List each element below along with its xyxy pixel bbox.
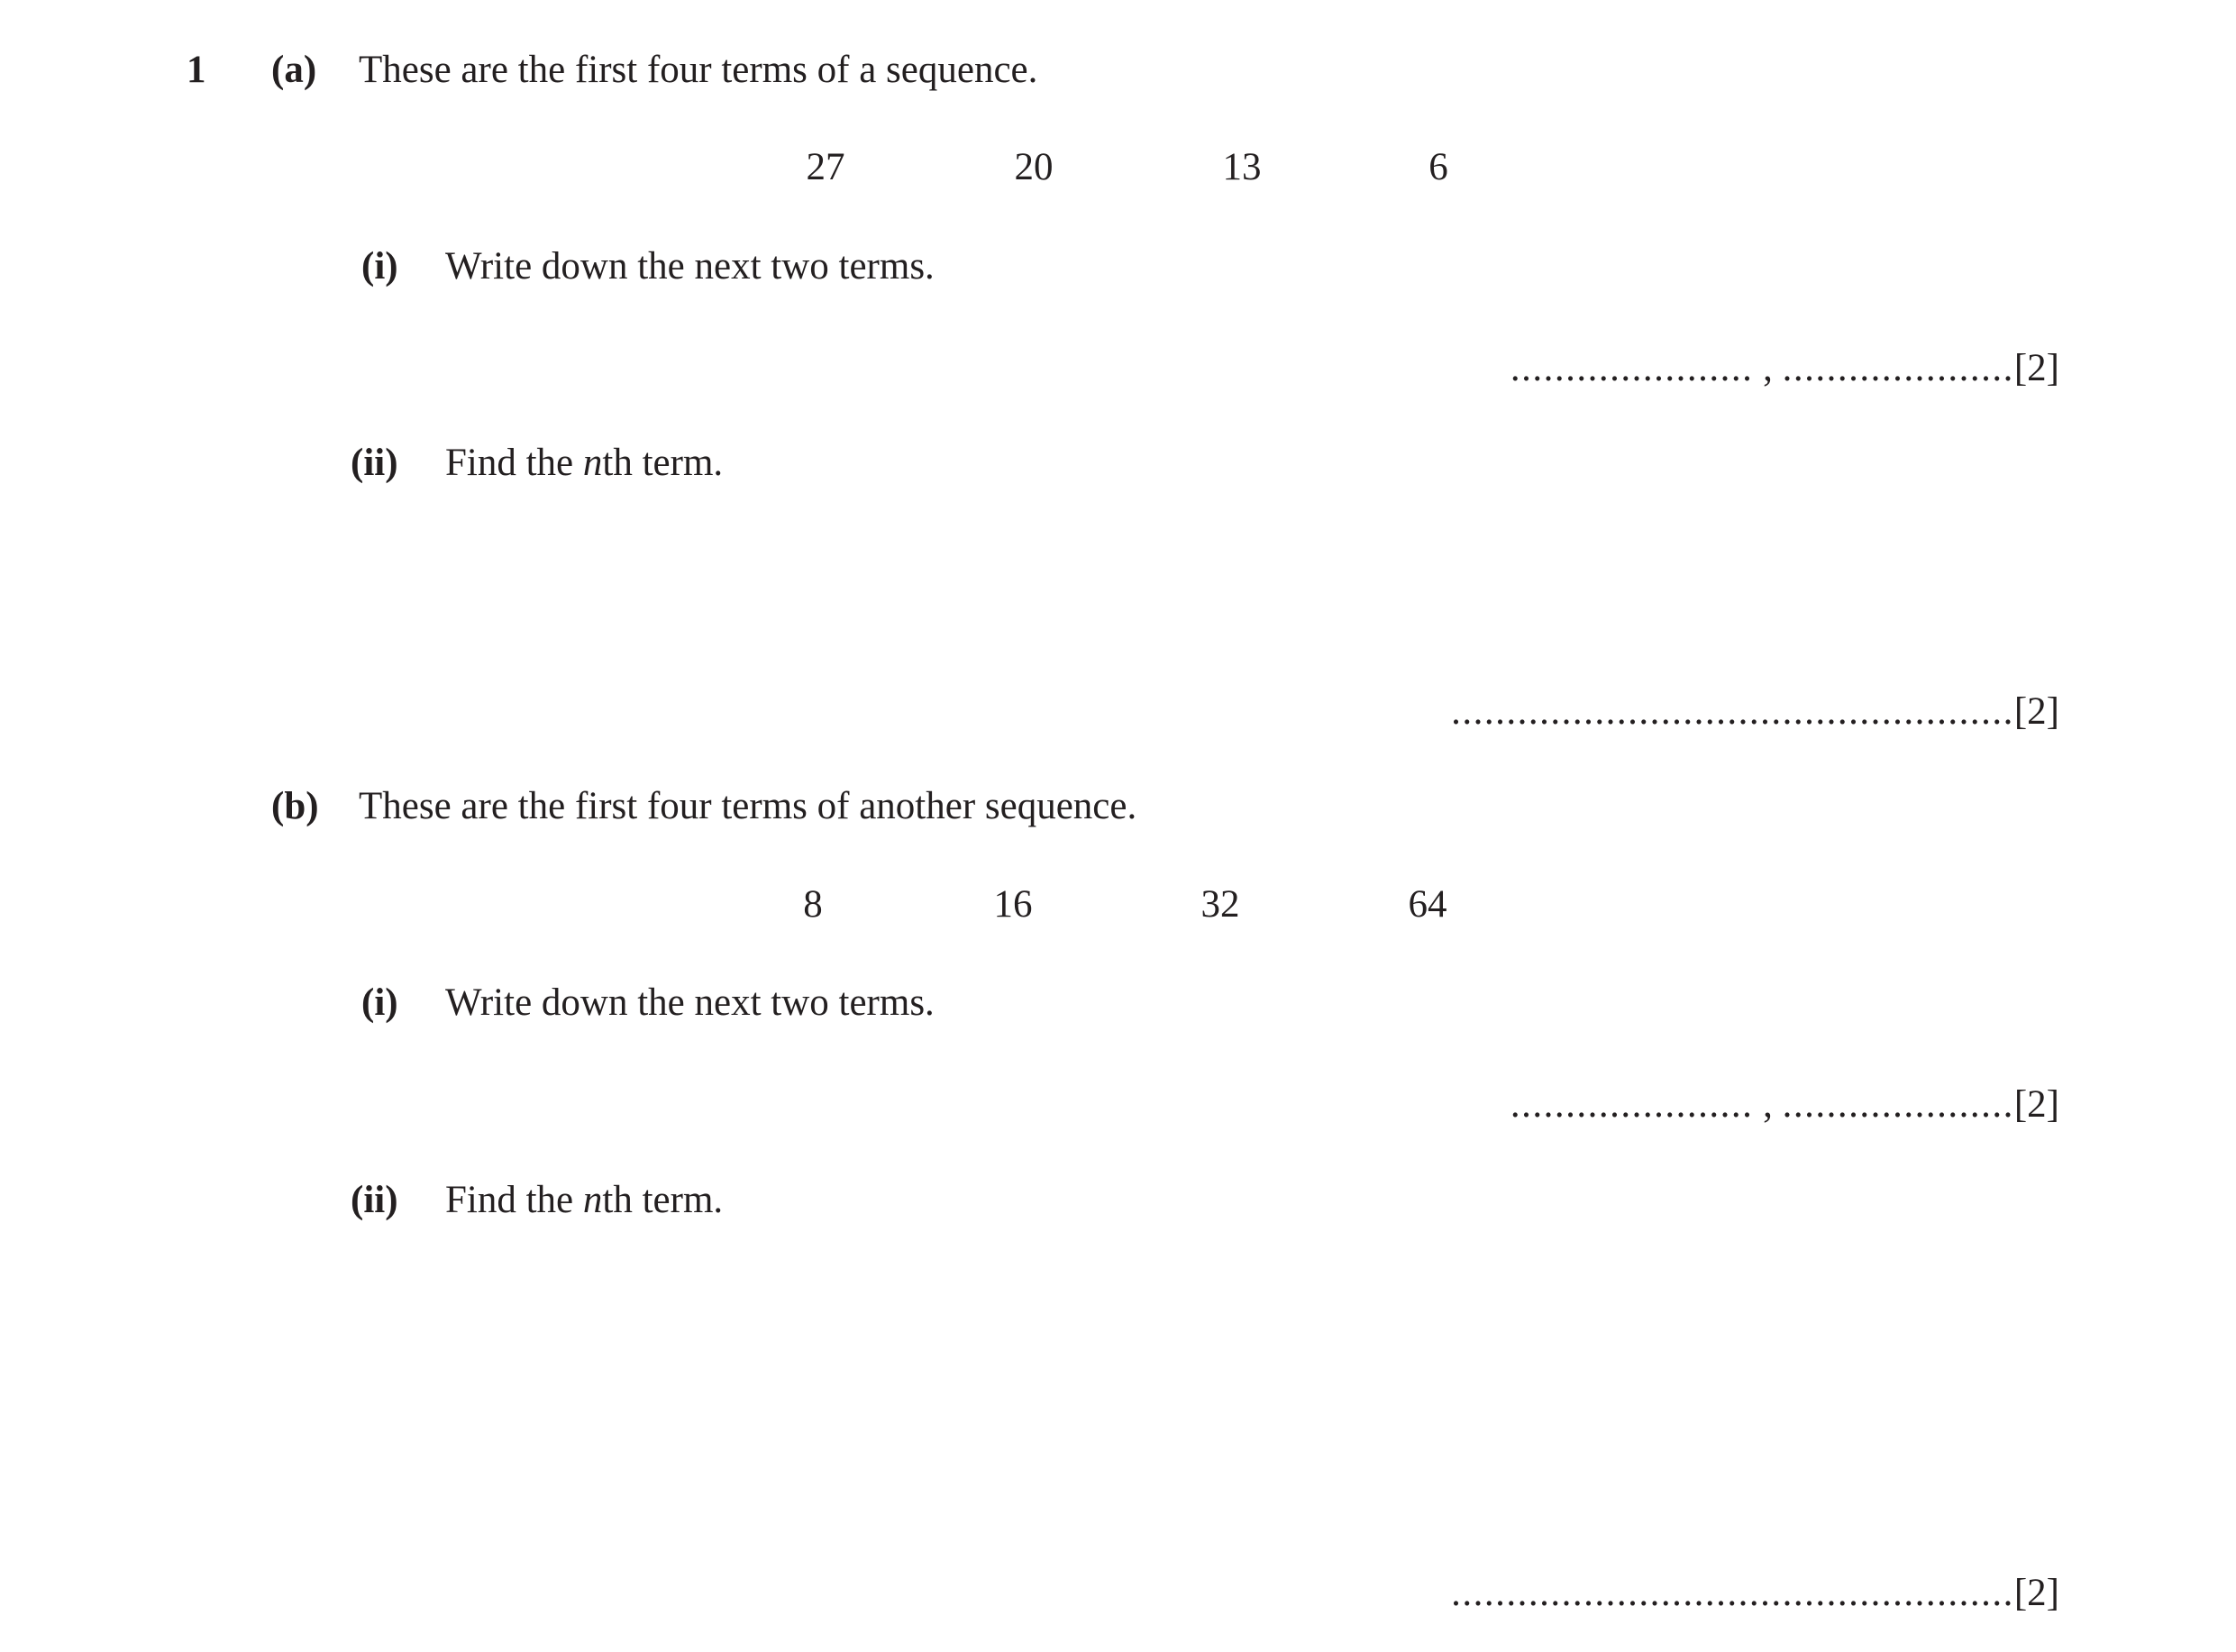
sequence-b-term-1: 8 (803, 883, 823, 926)
marks: [2] (2013, 1083, 2059, 1126)
part-a-label: (a) (271, 49, 317, 91)
answer-dots: ................................................... (1451, 690, 2014, 733)
sequence-a-term-3: 13 (1222, 146, 1262, 188)
part-a-i-text: Write down the next two terms. (445, 245, 935, 288)
part-b-i-answer-line[interactable] (1510, 1085, 2059, 1124)
question-number: 1 (187, 49, 206, 91)
sequence-b-term-3: 32 (1200, 883, 1240, 926)
sequence-b-term-4: 64 (1408, 883, 1447, 926)
part-a-intro: These are the first four terms of a sequence. (359, 49, 1038, 91)
part-b-label: (b) (271, 785, 319, 827)
answer-dots: ..................... (1782, 347, 2014, 389)
part-a-i-label: (i) (361, 245, 398, 288)
part-b-i-label: (i) (361, 981, 398, 1024)
part-a-i-answer-line[interactable] (1510, 349, 2059, 388)
sequence-a-term-1: 27 (806, 146, 845, 188)
part-b-ii-text: Find the nth term. (445, 1179, 724, 1221)
marks: [2] (2013, 347, 2059, 389)
answer-dots: ...................... (1510, 347, 1754, 389)
part-b-i-text: Write down the next two terms. (445, 981, 935, 1024)
answer-separator: , (1763, 347, 1773, 389)
marks: [2] (2013, 1572, 2059, 1614)
answer-separator: , (1763, 1083, 1773, 1126)
sequence-a-term-2: 20 (1014, 146, 1054, 188)
sequence-b-term-2: 16 (993, 883, 1033, 926)
marks: [2] (2013, 690, 2059, 733)
part-b-intro: These are the first four terms of another sequence. (359, 785, 1137, 827)
answer-dots: ...................... (1510, 1083, 1754, 1126)
part-b-ii-answer-line[interactable] (1451, 1574, 2059, 1612)
part-b-ii-label: (ii) (351, 1179, 398, 1221)
sequence-a-term-4: 6 (1428, 146, 1448, 188)
part-a-ii-label: (ii) (351, 442, 398, 484)
part-a-ii-text: Find the nth term. (445, 442, 724, 484)
answer-dots: ..................... (1782, 1083, 2014, 1126)
answer-dots: ................................................... (1451, 1572, 2014, 1614)
part-a-ii-answer-line[interactable] (1451, 692, 2059, 731)
